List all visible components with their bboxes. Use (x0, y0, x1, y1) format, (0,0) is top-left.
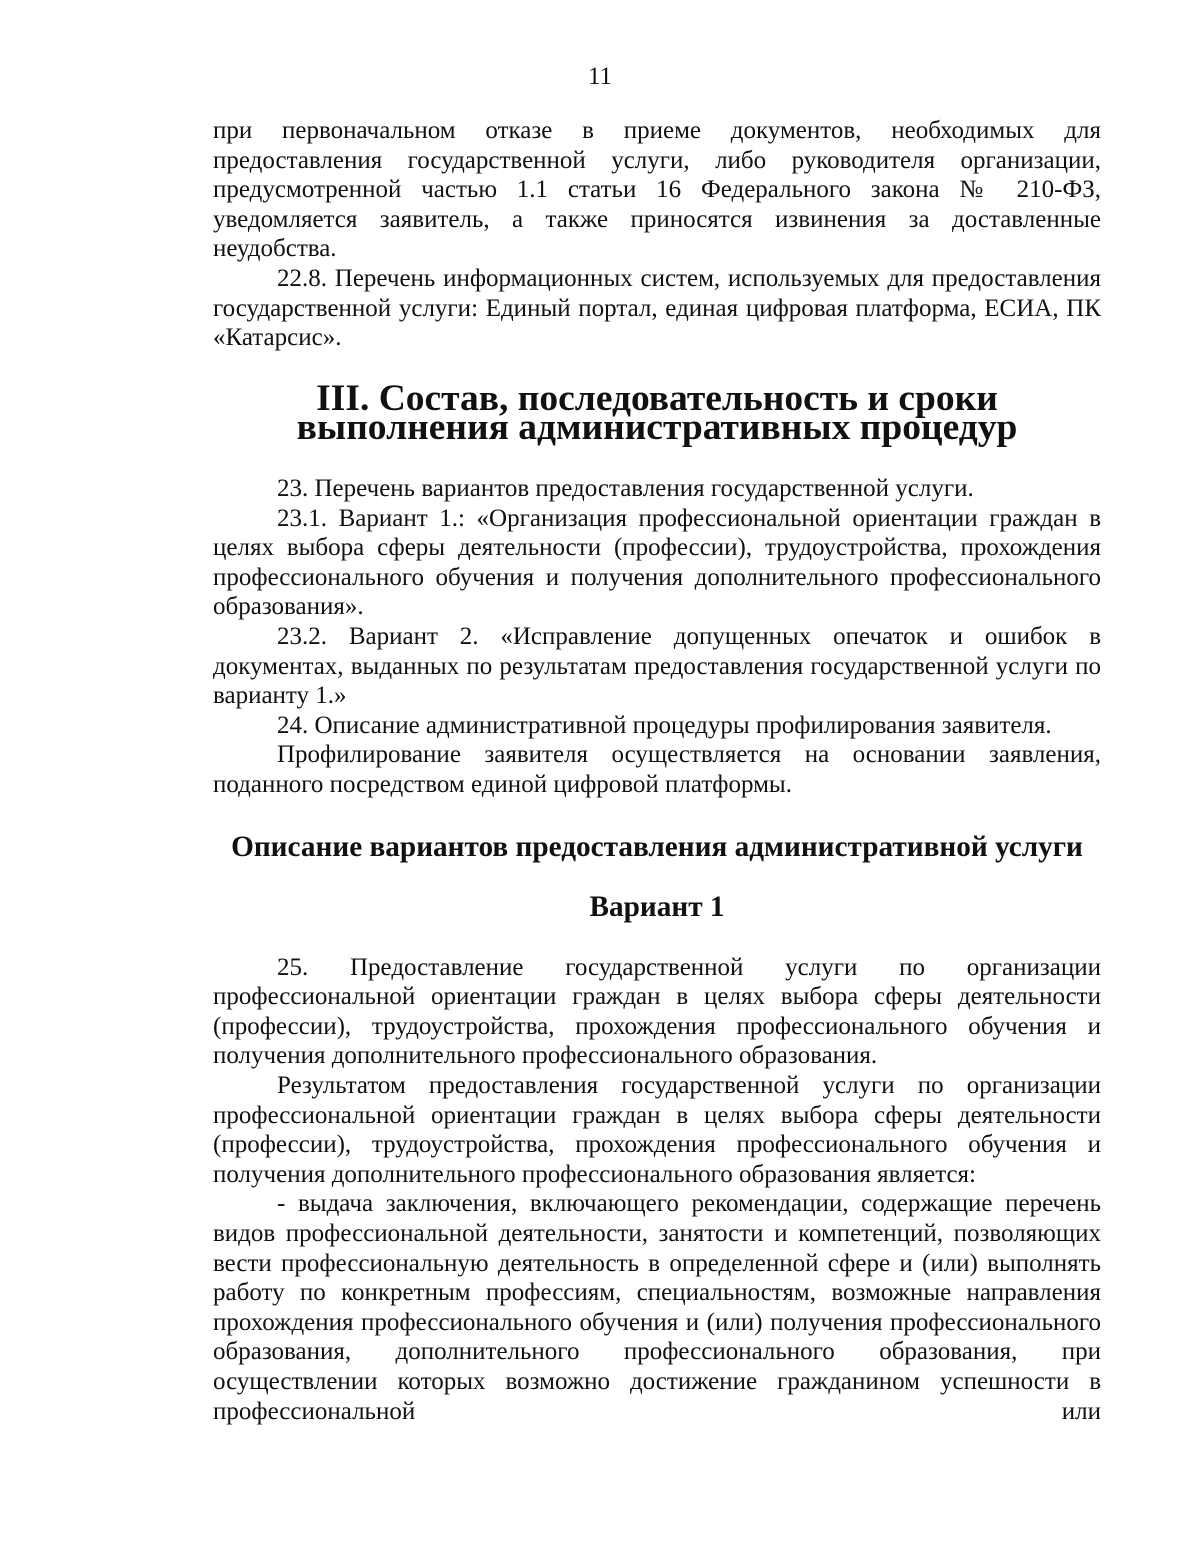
paragraph-23-1: 23.1. Вариант 1.: «Организация профессиональной ориентации граждан в целях выбора сферы деятельности (профессии), трудоустройства, прохождения профессионального обучения и получения дополнительного профессионального образования». (213, 504, 1101, 621)
paragraph-continuation: при первоначальном отказе в приеме документов, необходимых для предоставления государственной услуги, либо руководителя организации, предусмотренной частью 1.1 статьи 16 Федерального закона № 210-ФЗ, уведомляется заявитель, а также приносятся извинения за доставленные неудобства. (213, 117, 1101, 263)
paragraph-23: 23. Перечень вариантов предоставления государственной услуги. (277, 474, 974, 502)
section-heading-3: III. Состав, последовательность и сроки выполнения административных процедур (296, 377, 1018, 449)
paragraph-22-8: 22.8. Перечень информационных систем, используемых для предоставления государственной услуги: Единый портал, единая цифровая платформа, ЕСИА, ПК «Катарсис». (213, 264, 1101, 352)
paragraph-25: 25. Предоставление государственной услуги по организации профессиональной ориентации граждан в целях выбора сферы деятельности (профессии), трудоустройства, прохождения профессионального обучения и получения дополнительного профессионального образования. (213, 953, 1101, 1070)
subsection-heading-variants: Описание вариантов предоставления административной услуги (231, 831, 1083, 864)
paragraph-issuance: - выдача заключения, включающего рекомендации, содержащие перечень видов профессиональной деятельности, занятости и компетенций, позволяющих вести профессиональную деятельность в определенной сфере и (или) выполнять работу по конкретным профессиям, специальностям, возможные направления прохождения профессионального обучения и (или) получения профессионального образования, дополнительного профессионального образования, при осуществлении которых возможно достижение гражданином успешности в профессиональной или (213, 1190, 1101, 1425)
subsection-heading-variant-1: Вариант 1 (589, 891, 725, 924)
paragraph-24: 24. Описание административной процедуры профилирования заявителя. (277, 711, 1052, 739)
document-body (213, 116, 1101, 1426)
paragraph-result: Результатом предоставления государственной услуги по организации профессиональной ориентации граждан в целях выбора сферы деятельности (профессии), трудоустройства, прохождения профессионального обучения и получения дополнительного профессионального образования является: (213, 1072, 1101, 1188)
paragraph-profiling: Профилирование заявителя осуществляется на основании заявления, поданного посредством единой цифровой платформы. (213, 741, 1101, 798)
paragraph-23-2: 23.2. Вариант 2. «Исправление допущенных опечаток и ошибок в документах, выданных по результатам предоставления государственной услуги по варианту 1.» (213, 622, 1101, 710)
page-number: 11 (587, 63, 613, 90)
